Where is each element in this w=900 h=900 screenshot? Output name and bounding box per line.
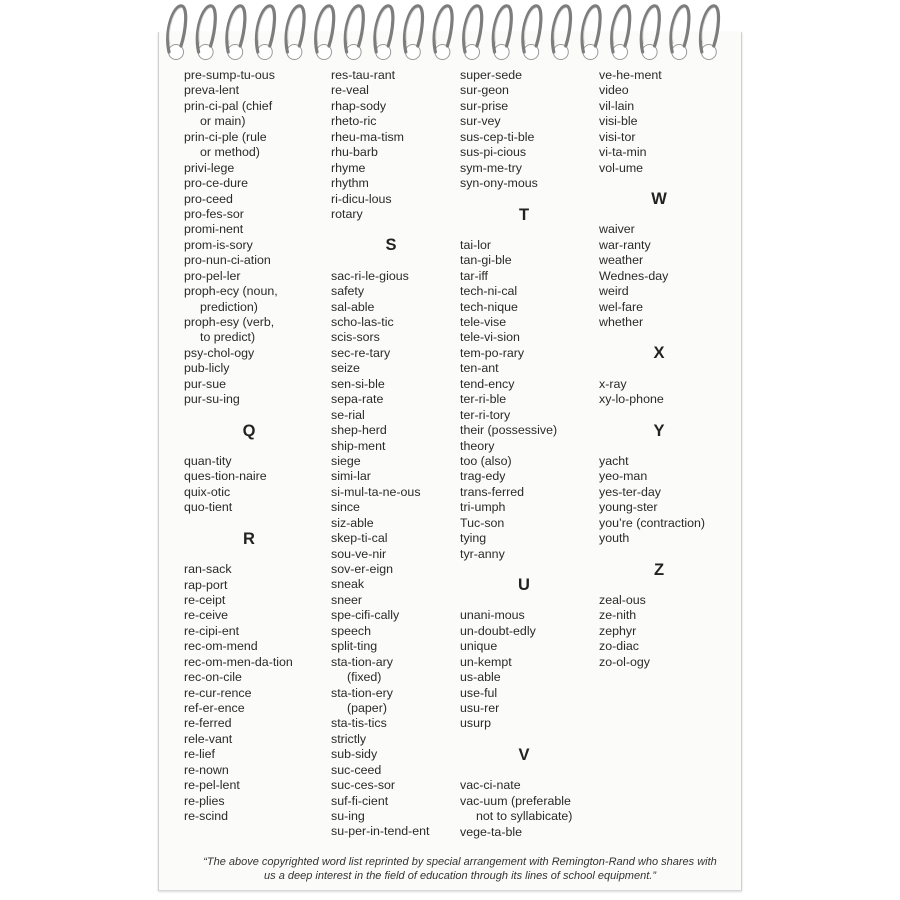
coil-highlight	[613, 8, 625, 44]
word-entry: x-ray	[599, 376, 627, 391]
word-entry: re-ceive	[184, 608, 229, 623]
word-entry: pur-su-ing	[184, 392, 240, 407]
word-column-3	[460, 68, 588, 840]
word-entry: usurp	[460, 716, 491, 731]
word-entry: su-per-in-tend-ent	[331, 824, 430, 839]
word-entry: unani-mous	[460, 608, 525, 623]
word-entry: yacht	[599, 454, 629, 469]
word-entry: unique	[460, 639, 498, 654]
word-entry-continuation: not to syllabicate)	[476, 809, 573, 824]
word-entry: yeo-man	[599, 469, 648, 484]
word-column-1	[184, 68, 314, 825]
word-entry: rec-om-men-da-tion	[184, 654, 293, 669]
word-entry-continuation: (fixed)	[347, 670, 382, 685]
word-entry: re-ferred	[184, 716, 232, 731]
word-entry: vi-ta-min	[599, 145, 647, 160]
coil-highlight	[229, 8, 241, 44]
coil-highlight	[673, 8, 685, 44]
section-letter: S	[385, 236, 397, 255]
section-letter: T	[518, 205, 530, 224]
word-entry: suf-fi-cient	[331, 793, 389, 808]
word-entry: shep-herd	[331, 423, 387, 438]
word-entry: rec-on-cile	[184, 670, 242, 685]
word-entry: sta-tis-tics	[331, 716, 387, 731]
word-entry: scho-las-tic	[331, 315, 394, 330]
word-entry: tan-gi-ble	[460, 253, 512, 268]
word-entry: rhythm	[331, 176, 369, 191]
coil-highlight	[169, 8, 181, 44]
word-entry: tele-vi-sion	[460, 330, 520, 345]
word-entry: scis-sors	[331, 330, 380, 345]
coil-highlight	[347, 8, 359, 44]
word-entry: vil-lain	[599, 98, 635, 113]
word-entry: young-ster	[599, 500, 658, 515]
coil-highlight	[525, 8, 537, 44]
word-entry: promi-nent	[184, 222, 244, 237]
word-entry: speech	[331, 623, 371, 638]
word-entry: tem-po-rary	[460, 345, 525, 360]
word-entry: ques-tion-naire	[184, 469, 267, 484]
word-entry: re-pel-lent	[184, 778, 240, 793]
word-entry: sym-me-try	[460, 160, 522, 175]
word-entry: waiver	[599, 222, 635, 237]
word-entry: video	[599, 83, 629, 98]
word-entry: sen-si-ble	[331, 376, 385, 391]
coil-highlight	[406, 8, 418, 44]
section-letter: R	[243, 529, 255, 548]
coil-highlight	[258, 8, 270, 44]
word-entry: rap-port	[184, 577, 228, 592]
word-entry: re-ceipt	[184, 592, 226, 607]
word-entry: si-mul-ta-ne-ous	[331, 484, 421, 499]
word-entry: ran-sack	[184, 562, 232, 577]
word-entry: siege	[331, 453, 361, 468]
word-entry: res-tau-rant	[331, 68, 396, 82]
coil-highlight	[317, 8, 329, 44]
word-entry: pro-ce-dure	[184, 176, 249, 191]
word-column-2	[331, 68, 451, 840]
word-entry: sec-re-tary	[331, 345, 391, 360]
word-entry: sal-able	[331, 299, 375, 314]
copyright-footnote: “The above copyrighted word list reprinted by special arrangement with Remington-Rand who shares with us a deep interest in the field of education through its lines of school equipment.”	[203, 856, 717, 882]
word-entry: sta-tion-ary	[331, 654, 393, 669]
word-entry: seize	[331, 361, 360, 376]
word-entry: super-sede	[460, 68, 522, 82]
word-entry: tri-umph	[460, 500, 506, 515]
word-entry: too (also)	[460, 453, 512, 468]
word-entry: tying	[460, 531, 487, 546]
section-letter: Q	[242, 421, 256, 440]
coil-highlight	[288, 8, 300, 44]
word-entry: sneak	[331, 577, 365, 592]
word-entry: skep-ti-cal	[331, 531, 388, 546]
word-entry: un-doubt-edly	[460, 623, 536, 638]
word-entry: simi-lar	[331, 469, 371, 484]
word-entry: zeal-ous	[599, 593, 646, 607]
word-entry: sur-geon	[460, 83, 509, 98]
word-entry: theory	[460, 438, 495, 453]
word-entry: wel-fare	[599, 299, 644, 314]
word-entry: tend-ency	[460, 376, 515, 391]
word-entry: youth	[599, 531, 630, 546]
word-entry: split-ting	[331, 639, 378, 654]
word-entry: vol-ume	[599, 160, 644, 175]
word-entry: pub-licly	[184, 361, 230, 376]
word-entry: tai-lor	[460, 237, 491, 252]
coil-highlight	[465, 8, 477, 44]
word-entry: syn-ony-mous	[460, 176, 538, 191]
word-entry: prin-ci-pal (chief	[184, 98, 273, 113]
word-entry: re-cipi-ent	[184, 623, 240, 638]
word-entry: ter-ri-ble	[460, 392, 507, 407]
word-entry: re-lief	[184, 747, 215, 762]
word-entry: ve-he-ment	[599, 68, 662, 82]
word-entry: sac-ri-le-gious	[331, 268, 409, 283]
word-entry: safety	[331, 284, 365, 299]
word-entry: pro-ceed	[184, 191, 233, 206]
section-letter: X	[653, 344, 665, 363]
word-entry: ship-ment	[331, 438, 386, 453]
word-entry: tyr-anny	[460, 546, 505, 561]
word-entry: sepa-rate	[331, 392, 384, 407]
word-entry: visi-ble	[599, 114, 638, 129]
word-entry: su-ing	[331, 809, 365, 824]
word-entry: Wednes-day	[599, 268, 669, 283]
word-entry: xy-lo-phone	[599, 392, 664, 407]
word-entry: weather	[599, 253, 644, 268]
word-entry: siz-able	[331, 515, 374, 530]
word-entry: pre-sump-tu-ous	[184, 68, 275, 82]
word-entry: sneer	[331, 592, 362, 607]
section-letter: Y	[653, 421, 665, 440]
word-entry: psy-chol-ogy	[184, 345, 255, 360]
word-entry-continuation: to predict)	[200, 330, 256, 345]
word-entry: re-scind	[184, 809, 229, 824]
word-entry: us-able	[460, 670, 501, 685]
word-entry: their (possessive)	[460, 423, 558, 438]
coil-highlight	[554, 8, 566, 44]
section-letter: V	[518, 745, 530, 764]
word-entry: vac-ci-nate	[460, 778, 521, 793]
word-entry-continuation: or method)	[200, 145, 260, 160]
word-entry-continuation: prediction)	[200, 299, 258, 314]
word-entry: ri-dicu-lous	[331, 191, 392, 206]
word-entry: Tuc-son	[460, 515, 505, 530]
word-entry: pur-sue	[184, 376, 227, 391]
word-entry: ten-ant	[460, 361, 499, 376]
word-entry: whether	[599, 315, 644, 330]
word-entry: sus-cep-ti-ble	[460, 129, 535, 144]
word-entry-continuation: (paper)	[347, 700, 387, 715]
word-entry: prin-ci-ple (rule	[184, 129, 267, 144]
word-entry: strictly	[331, 731, 367, 746]
word-entry: rele-vant	[184, 731, 233, 746]
word-entry-continuation: or main)	[200, 114, 246, 129]
word-entry: visi-tor	[599, 129, 636, 144]
word-entry: tele-vise	[460, 315, 507, 330]
word-entry: vac-uum (preferable	[460, 793, 571, 808]
word-entry: rheto-ric	[331, 114, 377, 129]
section-letter: Z	[653, 560, 665, 579]
word-entry: pro-pel-ler	[184, 268, 241, 283]
word-entry: un-kempt	[460, 654, 512, 669]
word-entry: rhyme	[331, 160, 366, 175]
word-entry: pro-nun-ci-ation	[184, 253, 271, 268]
word-column-4	[599, 68, 719, 670]
word-entry: prom-is-sory	[184, 237, 253, 252]
word-entry: re-plies	[184, 793, 225, 808]
word-entry: quix-otic	[184, 484, 231, 499]
word-entry: trans-ferred	[460, 484, 525, 499]
word-entry: re-veal	[331, 83, 369, 98]
word-entry: sus-pi-cious	[460, 145, 527, 160]
word-entry: yes-ter-day	[599, 484, 661, 499]
word-entry: zo-ol-ogy	[599, 654, 650, 669]
word-entry: sub-sidy	[331, 747, 378, 762]
word-entry: sur-prise	[460, 98, 509, 113]
word-entry: usu-rer	[460, 701, 500, 715]
word-entry: rheu-ma-tism	[331, 129, 404, 144]
word-entry: rec-om-mend	[184, 639, 258, 654]
word-entry: war-ranty	[599, 237, 651, 252]
word-entry: vege-ta-ble	[460, 824, 522, 839]
coil-highlight	[377, 8, 389, 44]
word-entry: re-nown	[184, 762, 229, 777]
word-entry: re-cur-rence	[184, 685, 252, 700]
word-entry: suc-ceed	[331, 762, 382, 777]
word-entry: weird	[599, 284, 629, 299]
word-entry: sou-ve-nir	[331, 546, 387, 561]
word-entry: since	[331, 500, 360, 515]
word-entry: you’re (contraction)	[599, 515, 706, 530]
coil-highlight	[584, 8, 596, 44]
word-entry: rhap-sody	[331, 98, 387, 113]
word-entry: ref-er-ence	[184, 701, 245, 715]
word-entry: proph-esy (verb,	[184, 315, 275, 329]
word-entry: preva-lent	[184, 83, 240, 98]
word-entry: rotary	[331, 206, 363, 221]
word-entry: sta-tion-ery	[331, 685, 393, 700]
word-entry: spe-cifi-cally	[331, 608, 400, 623]
coil-highlight	[495, 8, 507, 44]
word-entry: quan-tity	[184, 453, 232, 468]
word-entry: se-rial	[331, 407, 365, 422]
word-entry: tech-nique	[460, 299, 518, 314]
coil-highlight	[643, 8, 655, 44]
word-entry: suc-ces-sor	[331, 778, 396, 793]
word-entry: proph-ecy (noun,	[184, 284, 278, 299]
word-entry: rhu-barb	[331, 145, 378, 160]
word-entry: trag-edy	[460, 469, 506, 484]
word-entry: pro-fes-sor	[184, 206, 244, 221]
word-entry: tar-iff	[460, 268, 488, 283]
section-letter: W	[651, 190, 667, 209]
coil-highlight	[702, 8, 714, 44]
word-entry: sur-vey	[460, 114, 501, 129]
word-entry: ze-nith	[599, 608, 637, 623]
word-entry: use-ful	[460, 685, 498, 700]
word-entry: ter-ri-tory	[460, 407, 511, 422]
word-entry: sov-er-eign	[331, 562, 393, 577]
coil-highlight	[199, 8, 211, 44]
word-entry: tech-ni-cal	[460, 284, 518, 299]
spiral-binding	[0, 0, 900, 70]
word-entry: quo-tient	[184, 500, 233, 515]
word-entry: zo-diac	[599, 639, 639, 654]
coil-highlight	[436, 8, 448, 44]
word-entry: privi-lege	[184, 160, 235, 175]
section-letter: U	[518, 576, 530, 595]
word-entry: zephyr	[599, 623, 637, 638]
